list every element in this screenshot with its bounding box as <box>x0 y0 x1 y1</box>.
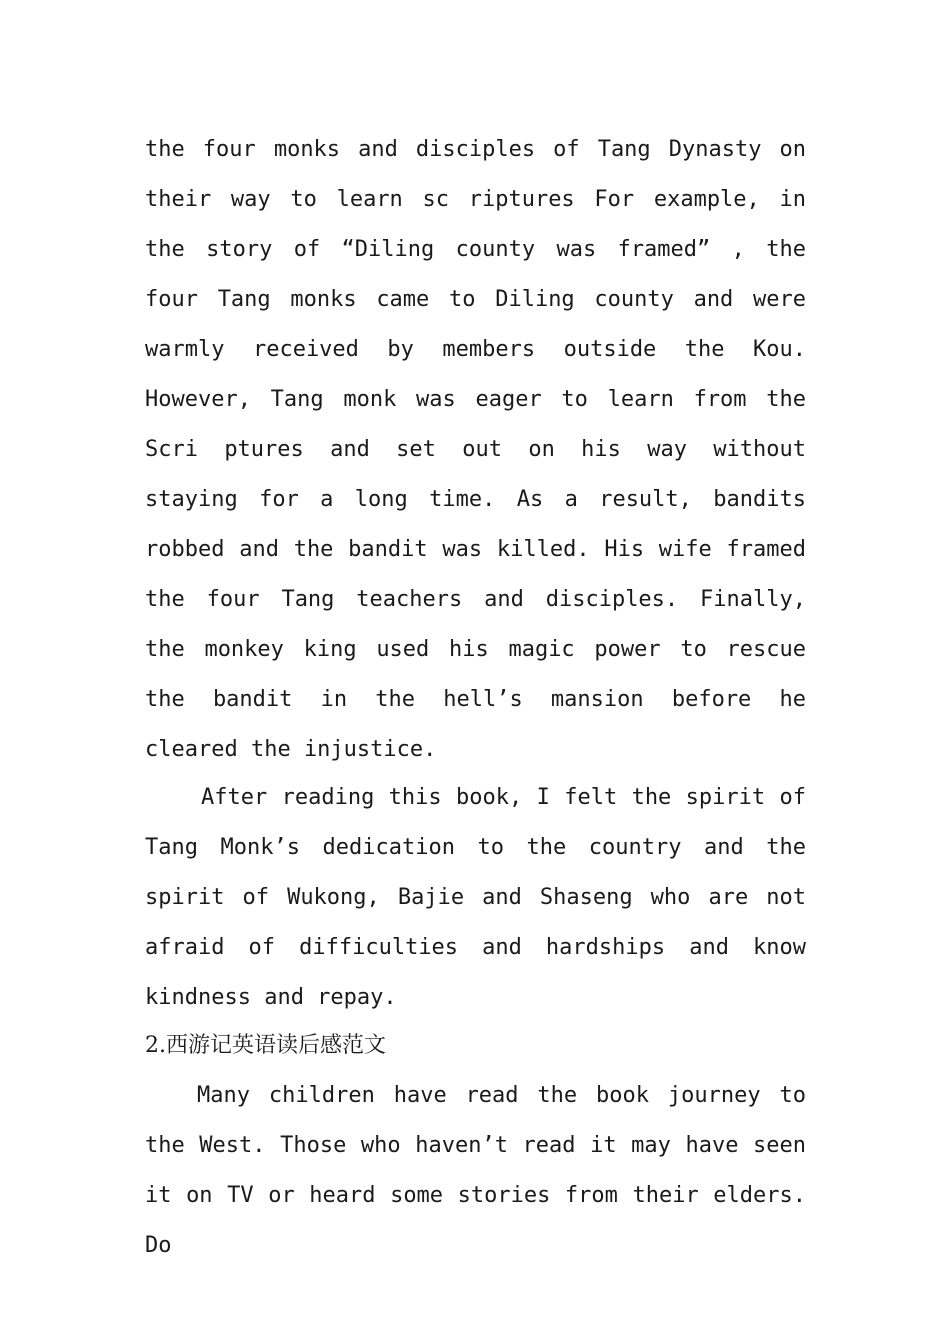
paragraph-text: After reading this book, I felt the spirit of Tang Monk’s dedication to the country and the spirit of Wukong, Bajie and Shaseng who are not afraid of difficulties and hardships and know kindness and repay. <box>145 785 806 1010</box>
paragraph-intro <box>145 1071 806 1271</box>
paragraph-text: Many children have read the book journey to the West. Those who haven’t read it may have seen it on TV or heard some stories from their elders. Do <box>145 1083 806 1258</box>
paragraph-reflection <box>145 773 806 1023</box>
section-heading: 2.西游记英语读后感范文 <box>145 1033 386 1058</box>
paragraph-story <box>145 125 806 775</box>
paragraph-text: the four monks and disciples of Tang Dynasty on their way to learn sc riptures For example, in the story of “Diling county was framed” , the four Tang monks came to Diling county and were warmly received by members outside the Kou. However, Tang monk was eager to learn from the Scri ptures and set out on his way without staying for a long time. As a result, bandits robbed and the bandit was killed. His wife framed the four Tang teachers and disciples. Finally, the monkey king used his magic power to rescue the bandit in the hell’s mansion before he cleared the injustice. <box>145 137 806 762</box>
